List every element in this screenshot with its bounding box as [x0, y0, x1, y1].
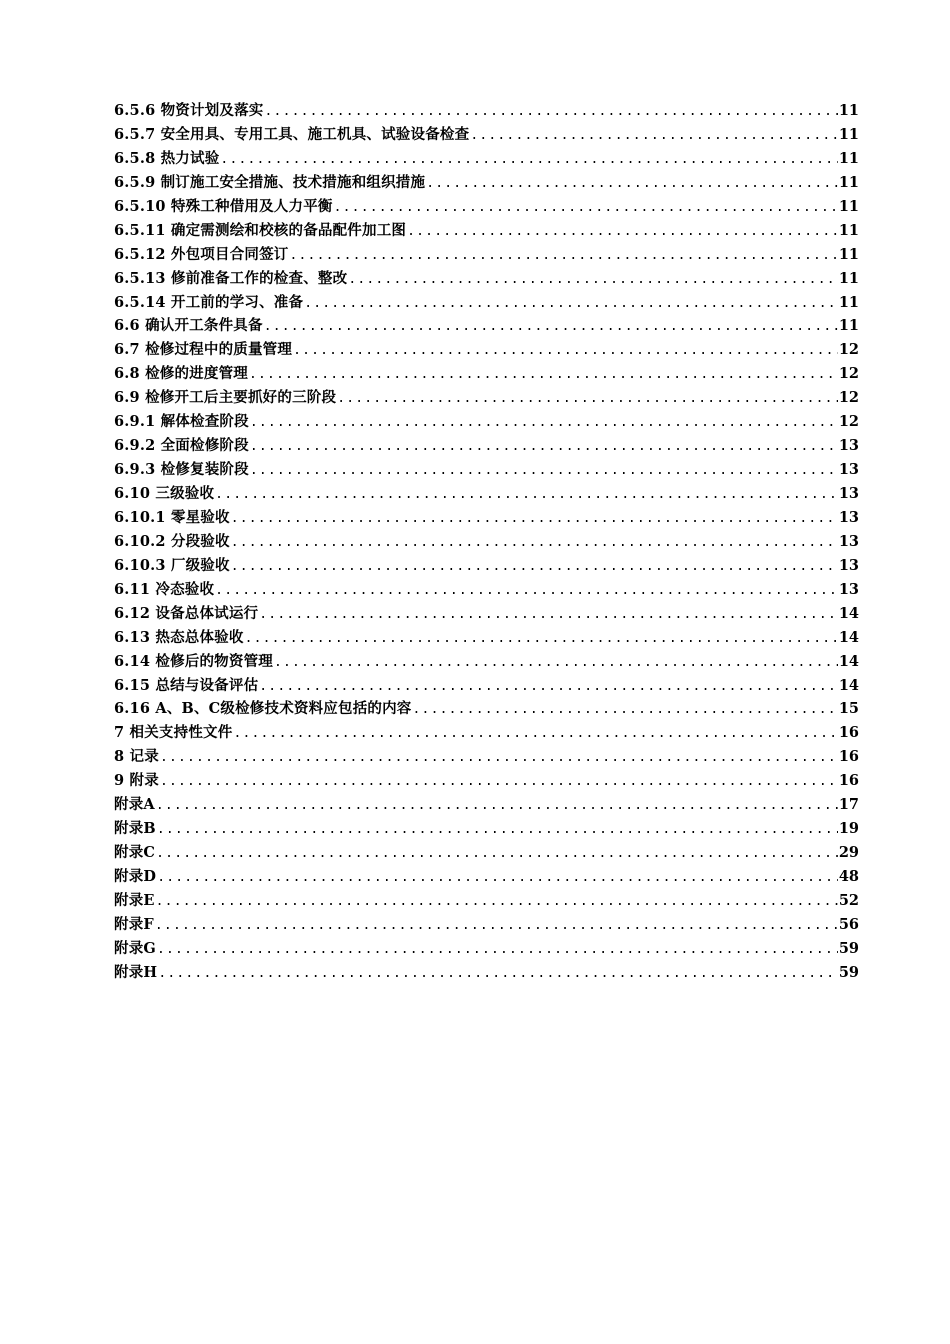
toc-entry-title: 附录A — [114, 796, 155, 814]
dot-leader — [155, 914, 838, 938]
toc-entry[interactable] — [114, 626, 859, 650]
toc-entry-title: 6.5.11 确定需测绘和校核的备品配件加工图 — [114, 221, 407, 239]
toc-entry[interactable] — [114, 793, 859, 817]
toc-entry[interactable] — [114, 243, 859, 267]
toc-entry[interactable] — [114, 338, 859, 362]
toc-entry-page-number: 11 — [838, 102, 859, 119]
toc-entry[interactable] — [114, 410, 859, 434]
toc-entry-page-number: 13 — [838, 580, 859, 598]
toc-entry-title: 6.5.9 制订施工安全措施、技术措施和组织措施 — [114, 173, 426, 191]
toc-entry-title: 6.9.2 全面检修阶段 — [114, 437, 249, 455]
toc-entry[interactable] — [114, 123, 859, 147]
toc-entry[interactable] — [114, 937, 859, 961]
dot-leader — [160, 746, 838, 770]
toc-entry-page-number: 14 — [838, 628, 859, 646]
toc-entry-title: 6.5.14 开工前的学习、准备 — [114, 293, 304, 311]
dot-leader — [158, 962, 838, 986]
toc-entry-title: 6.12 设备总体试运行 — [114, 604, 259, 622]
toc-entry-title: 6.13 热态总体验收 — [114, 628, 244, 646]
toc-entry-page-number: 12 — [838, 365, 859, 383]
toc-entry-page-number: 11 — [838, 197, 859, 215]
toc-entry[interactable] — [114, 482, 859, 506]
toc-entry[interactable] — [114, 554, 859, 578]
toc-entry-page-number: 16 — [838, 724, 859, 742]
toc-entry-page-number: 11 — [838, 149, 859, 167]
toc-entry-title: 6.6 确认开工条件具备 — [114, 317, 263, 335]
dot-leader — [470, 124, 838, 148]
toc-entry[interactable] — [114, 147, 859, 171]
toc-entry-page-number: 15 — [838, 700, 859, 718]
dot-leader — [250, 411, 838, 435]
toc-entry-page-number: 56 — [838, 915, 859, 933]
toc-entry-title: 附录H — [114, 963, 158, 981]
dot-leader — [233, 722, 837, 746]
toc-entry[interactable] — [114, 745, 859, 769]
toc-entry-page-number: 48 — [838, 868, 859, 885]
toc-entry-title: 附录E — [114, 891, 155, 909]
dot-leader — [215, 579, 838, 603]
toc-entry-page-number: 14 — [838, 604, 859, 622]
toc-entry[interactable] — [114, 769, 859, 793]
dot-leader — [337, 387, 838, 411]
toc-entry-page-number: 13 — [838, 485, 859, 502]
toc-entry[interactable] — [114, 865, 859, 889]
toc-entry-title: 6.5.10 特殊工种借用及人力平衡 — [114, 197, 333, 215]
toc-entry[interactable] — [114, 171, 859, 195]
dot-leader — [156, 890, 838, 914]
dot-leader — [231, 555, 838, 579]
toc-entry-page-number: 12 — [838, 389, 859, 407]
dot-leader — [304, 292, 838, 316]
toc-entry[interactable] — [114, 386, 859, 410]
toc-entry-page-number: 11 — [838, 269, 859, 287]
dot-leader — [348, 268, 838, 292]
toc-entry-page-number: 11 — [838, 317, 859, 335]
toc-entry-title: 9 附录 — [114, 772, 159, 790]
dot-leader — [334, 196, 838, 220]
toc-entry[interactable] — [114, 291, 859, 315]
toc-entry-page-number: 11 — [838, 125, 859, 143]
toc-entry-page-number: 12 — [838, 413, 859, 431]
toc-entry[interactable] — [114, 697, 859, 721]
table-of-contents — [114, 99, 859, 985]
toc-entry-title: 6.11 冷态验收 — [114, 580, 215, 598]
toc-entry[interactable] — [114, 841, 859, 865]
toc-entry-title: 附录C — [114, 844, 156, 862]
toc-entry-title: 6.5.7 安全用具、专用工具、施工机具、试验设备检查 — [114, 125, 470, 143]
toc-entry-page-number: 12 — [838, 341, 859, 359]
toc-entry-title: 附录F — [114, 915, 154, 933]
toc-entry-page-number: 13 — [838, 556, 859, 574]
dot-leader — [245, 627, 838, 651]
toc-entry-title: 6.9.3 检修复装阶段 — [114, 461, 249, 479]
toc-entry-title: 6.14 检修后的物资管理 — [114, 652, 273, 670]
toc-entry-title: 6.9 检修开工后主要抓好的三阶段 — [114, 389, 337, 407]
toc-entry-page-number: 14 — [838, 652, 859, 670]
toc-entry-page-number: 14 — [838, 676, 859, 694]
toc-entry[interactable] — [114, 506, 859, 530]
toc-entry[interactable] — [114, 434, 859, 458]
toc-entry[interactable] — [114, 961, 859, 985]
toc-entry-title: 6.5.12 外包项目合同签订 — [114, 245, 289, 263]
dot-leader — [259, 603, 838, 627]
dot-leader — [274, 651, 838, 675]
toc-entry-page-number: 11 — [838, 221, 859, 239]
toc-entry-page-number: 11 — [838, 245, 859, 263]
dot-leader — [264, 315, 838, 339]
dot-leader — [265, 100, 838, 124]
toc-entry[interactable] — [114, 267, 859, 291]
dot-leader — [220, 148, 837, 172]
toc-entry-title: 6.10.1 零星验收 — [114, 508, 230, 526]
dot-leader — [250, 459, 838, 483]
toc-entry[interactable] — [114, 889, 859, 913]
dot-leader — [156, 794, 838, 818]
toc-entry-page-number: 59 — [838, 963, 859, 981]
toc-entry-page-number: 11 — [838, 173, 859, 191]
dot-leader — [293, 339, 838, 363]
toc-entry[interactable] — [114, 578, 859, 602]
toc-entry-title: 6.5.6 物资计划及落实 — [114, 102, 264, 119]
toc-entry[interactable] — [114, 530, 859, 554]
dot-leader — [426, 172, 838, 196]
toc-entry-title: 6.15 总结与设备评估 — [114, 676, 259, 694]
toc-entry-title: 7 相关支持性文件 — [114, 724, 233, 742]
toc-entry-title: 6.8 检修的进度管理 — [114, 365, 248, 383]
dot-leader — [259, 675, 838, 699]
toc-entry-title: 6.10.2 分段验收 — [114, 532, 230, 550]
toc-entry-page-number: 17 — [838, 796, 859, 814]
dot-leader — [231, 507, 838, 531]
toc-entry[interactable] — [114, 650, 859, 674]
toc-entry-title: 附录D — [114, 868, 157, 885]
toc-entry[interactable] — [114, 602, 859, 626]
toc-entry[interactable] — [114, 458, 859, 482]
toc-entry-title: 附录B — [114, 820, 156, 838]
toc-entry-page-number: 19 — [838, 820, 859, 838]
toc-entry[interactable] — [114, 817, 859, 841]
dot-leader — [231, 531, 838, 555]
dot-leader — [160, 770, 838, 794]
dot-leader — [157, 938, 838, 962]
dot-leader — [407, 220, 838, 244]
toc-entry[interactable] — [114, 195, 859, 219]
toc-entry-title: 6.10 三级验收 — [114, 485, 215, 502]
toc-entry-page-number: 52 — [838, 891, 859, 909]
dot-leader — [157, 866, 838, 890]
toc-entry-page-number: 13 — [838, 532, 859, 550]
toc-entry-title: 8 记录 — [114, 748, 159, 766]
dot-leader — [413, 698, 838, 722]
toc-entry[interactable] — [114, 314, 859, 338]
dot-leader — [215, 483, 838, 507]
toc-entry-page-number: 29 — [838, 844, 859, 862]
toc-entry[interactable] — [114, 913, 859, 937]
toc-entry-title: 附录G — [114, 939, 156, 957]
dot-leader — [249, 363, 838, 387]
toc-entry-page-number: 59 — [838, 939, 859, 957]
toc-entry-page-number: 13 — [838, 508, 859, 526]
toc-entry-page-number: 11 — [838, 293, 859, 311]
toc-entry-page-number: 16 — [838, 748, 859, 766]
toc-entry-page-number: 13 — [838, 461, 859, 479]
dot-leader — [250, 435, 838, 459]
dot-leader — [290, 244, 838, 268]
toc-entry-page-number: 16 — [838, 772, 859, 790]
toc-entry-title: 6.9.1 解体检查阶段 — [114, 413, 249, 431]
toc-entry[interactable] — [114, 99, 859, 123]
toc-entry-title: 6.16 A、B、C级检修技术资料应包括的内容 — [114, 700, 412, 718]
toc-entry-title: 6.5.8 热力试验 — [114, 149, 220, 167]
dot-leader — [156, 842, 838, 866]
toc-entry-title: 6.7 检修过程中的质量管理 — [114, 341, 293, 359]
toc-entry[interactable] — [114, 721, 859, 745]
toc-entry[interactable] — [114, 674, 859, 698]
toc-entry[interactable] — [114, 362, 859, 386]
toc-entry-title: 6.5.13 修前准备工作的检查、整改 — [114, 269, 348, 287]
dot-leader — [157, 818, 838, 842]
toc-entry[interactable] — [114, 219, 859, 243]
toc-entry-page-number: 13 — [838, 437, 859, 455]
toc-entry-title: 6.10.3 厂级验收 — [114, 556, 230, 574]
